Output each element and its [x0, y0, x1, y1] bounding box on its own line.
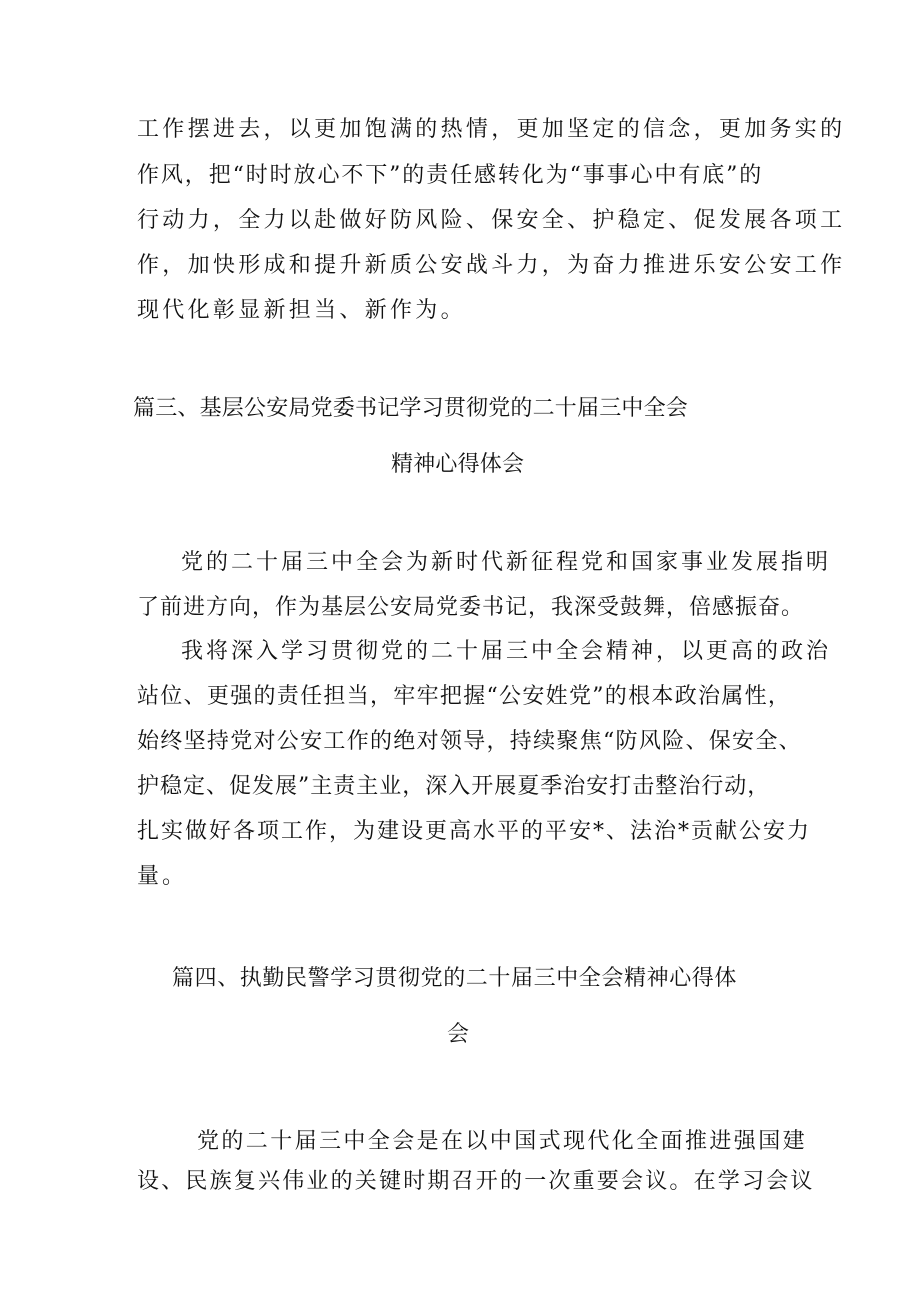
- text-line: 站位、更强的责任担当，牢牢把握“公安姓党”的根本政治属性，: [137, 684, 792, 709]
- text-line: 扎实做好各项工作，为建设更高水平的平安*、法治*贡献公安力: [137, 819, 812, 844]
- heading-line: 篇四、执勤民警学习贯彻党的二十届三中全会精神心得体: [172, 966, 738, 991]
- heading-line: 精神心得体会: [391, 452, 525, 477]
- heading-line: 篇三、基层公安局党委书记学习贯彻党的二十届三中全会: [133, 396, 689, 421]
- text-line: 我将深入学习贯彻党的二十届三中全会精神，以更高的政治: [181, 639, 832, 664]
- text-line: 工作摆进去，以更加饱满的热情，更加坚定的信念，更加务实的: [137, 117, 846, 142]
- text-line: 作风，把“时时放心不下”的责任感转化为“事事心中有底”的: [137, 163, 764, 188]
- text-line: 设、民族复兴伟业的关键时期召开的一次重要会议。在学习会议: [137, 1169, 815, 1194]
- text-line: 护稳定、促发展”主责主业，深入开展夏季治安打击整治行动，: [137, 774, 771, 799]
- text-line: 党的二十届三中全会为新时代新征程党和国家事业发展指明: [181, 550, 832, 575]
- text-line: 行动力，全力以赴做好防风险、保安全、护稳定、促发展各项工: [137, 208, 846, 233]
- text-line: 始终坚持党对公安工作的绝对领导，持续聚焦“防风险、保安全、: [137, 729, 802, 754]
- heading-line: 会: [447, 1022, 470, 1047]
- text-line: 了前进方向，作为基层公安局党委书记，我深受鼓舞，倍感振奋。: [137, 595, 805, 620]
- text-line: 党的二十届三中全会是在以中国式现代化全面推进强国建: [197, 1129, 808, 1154]
- text-line: 作，加快形成和提升新质公安战斗力，为奋力推进乐安公安工作: [137, 253, 846, 278]
- text-line: 量。: [137, 864, 188, 889]
- text-line: 现代化彰显新担当、新作为。: [137, 298, 466, 323]
